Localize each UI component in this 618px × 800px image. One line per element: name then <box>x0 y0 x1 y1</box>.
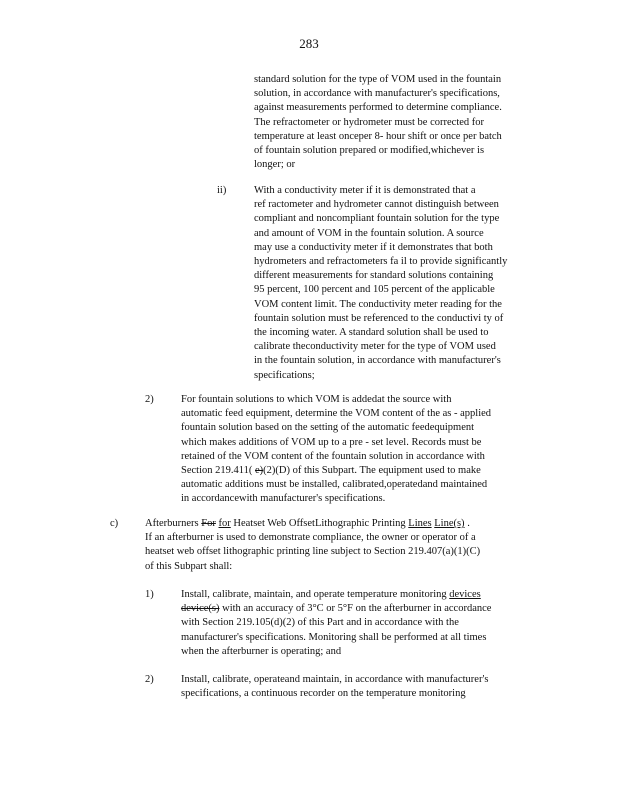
inserted-text: devices <box>449 589 481 600</box>
text-segment: Section 219.411( <box>181 465 255 477</box>
text-line: ref ractometer and hydrometer cannot distinguish between <box>254 199 499 211</box>
text-line: specifications, a continuous recorder on the temperature monitoring <box>181 688 466 700</box>
text-line: solution, in accordance with manufacturer's specifications, <box>254 88 500 100</box>
text-line: specifications; <box>254 369 315 381</box>
item-marker-c1: 1) <box>145 589 154 600</box>
text-line: against measurements performed to determine compliance. <box>254 102 502 114</box>
inserted-text: for <box>218 518 231 529</box>
item-2-paragraph <box>181 393 531 507</box>
heading-text: Heatset Web OffsetLithographic Printing <box>230 518 409 529</box>
heading-text: . <box>464 518 470 529</box>
section-heading <box>145 517 530 531</box>
item-marker-ii: ii) <box>217 185 227 196</box>
item-marker-c: c) <box>110 518 119 529</box>
deleted-text: For <box>201 518 216 529</box>
text-line: Install, calibrate, operateand maintain, in accordance with manufacturer's <box>181 674 489 685</box>
text-line: manufacturer's specifications. Monitoring shall be performed at all times <box>181 631 487 643</box>
page-number: 283 <box>299 36 319 51</box>
text-line: If an afterburner is used to demonstrate compliance, the owner or operator of a <box>145 532 476 544</box>
text-segment: with an accuracy of 3°C or 5°F on the afterburner in accordance <box>219 603 492 615</box>
inserted-text: Lines <box>408 518 432 529</box>
text-line-amended <box>181 464 531 478</box>
item-c1-paragraph <box>181 588 526 659</box>
heading-text: Afterburners <box>145 518 202 529</box>
text-line: With a conductivity meter if it is demonstrated that a <box>254 185 476 196</box>
text-line: VOM content limit. The conductivity meter reading for the <box>254 298 502 310</box>
text-line: For fountain solutions to which VOM is addedat the source with <box>181 394 452 405</box>
text-segment: (2)(D) of this Subpart. The equipment used to make <box>263 465 481 477</box>
text-line: in accordancewith manufacturer's specifications. <box>181 493 386 505</box>
item-c2-paragraph <box>181 673 526 701</box>
text-line: of fountain solution prepared or modified,whichever is <box>254 145 485 157</box>
text-line: different measurements for standard solutions containing <box>254 270 494 282</box>
text-line: of this Subpart shall: <box>145 560 233 572</box>
text-line: temperature at least onceper 8- hour shift or once per batch <box>254 130 502 142</box>
deleted-text: device(s) <box>181 603 220 615</box>
text-line-amended <box>181 588 526 602</box>
text-line: retained of the VOM content of the fountain solution in accordance with <box>181 450 485 462</box>
text-line: heatset web offset lithographic printing line subject to Section 219.407(a)(1)(C) <box>145 546 481 558</box>
text-line: automatic feed equipment, determine the VOM content of the as - applied <box>181 408 492 420</box>
text-line: and amount of VOM in the fountain solution. A source <box>254 227 484 239</box>
text-line: hydrometers and refractometers fa il to provide significantly <box>254 256 508 268</box>
text-line: standard solution for the type of VOM used in the fountain <box>254 74 502 85</box>
text-line: longer; or <box>254 159 296 171</box>
text-line: compliant and noncompliant fountain solution for the type <box>254 213 500 225</box>
text-line: fountain solution must be referenced to the conductivi ty of <box>254 312 504 324</box>
continued-paragraph <box>254 73 532 172</box>
text-line: fountain solution based on the setting of the automatic feedequipment <box>181 422 475 434</box>
text-line: automatic additions must be installed, calibrated,operatedand maintained <box>181 479 488 491</box>
item-ii-paragraph <box>254 184 544 383</box>
text-line: which makes additions of VOM up to a pre - set level. Records must be <box>181 436 482 448</box>
text-line: The refractometer or hydrometer must be corrected for <box>254 116 485 128</box>
text-line: the incoming water. A standard solution shall be used to <box>254 327 489 339</box>
item-marker-2: 2) <box>145 394 154 405</box>
text-line: may use a conductivity meter if it demonstrates that both <box>254 241 493 253</box>
text-line: 95 percent, 100 percent and 105 percent of the applicable <box>254 284 495 296</box>
text-line: in the fountain solution, in accordance with manufacturer's <box>254 355 501 367</box>
inserted-text: Line(s) <box>434 518 465 529</box>
text-segment: Install, calibrate, maintain, and operate temperature monitoring <box>181 589 450 600</box>
text-line: when the afterburner is operating; and <box>181 645 342 657</box>
item-marker-c2: 2) <box>145 674 154 685</box>
deleted-text: e) <box>254 465 264 477</box>
text-line: calibrate theconductivity meter for the type of VOM used <box>254 341 496 353</box>
text-line: with Section 219.105(d)(2) of this Part and in accordance with the <box>181 617 459 629</box>
item-c-paragraph <box>145 517 530 574</box>
text-line-amended <box>181 602 526 616</box>
